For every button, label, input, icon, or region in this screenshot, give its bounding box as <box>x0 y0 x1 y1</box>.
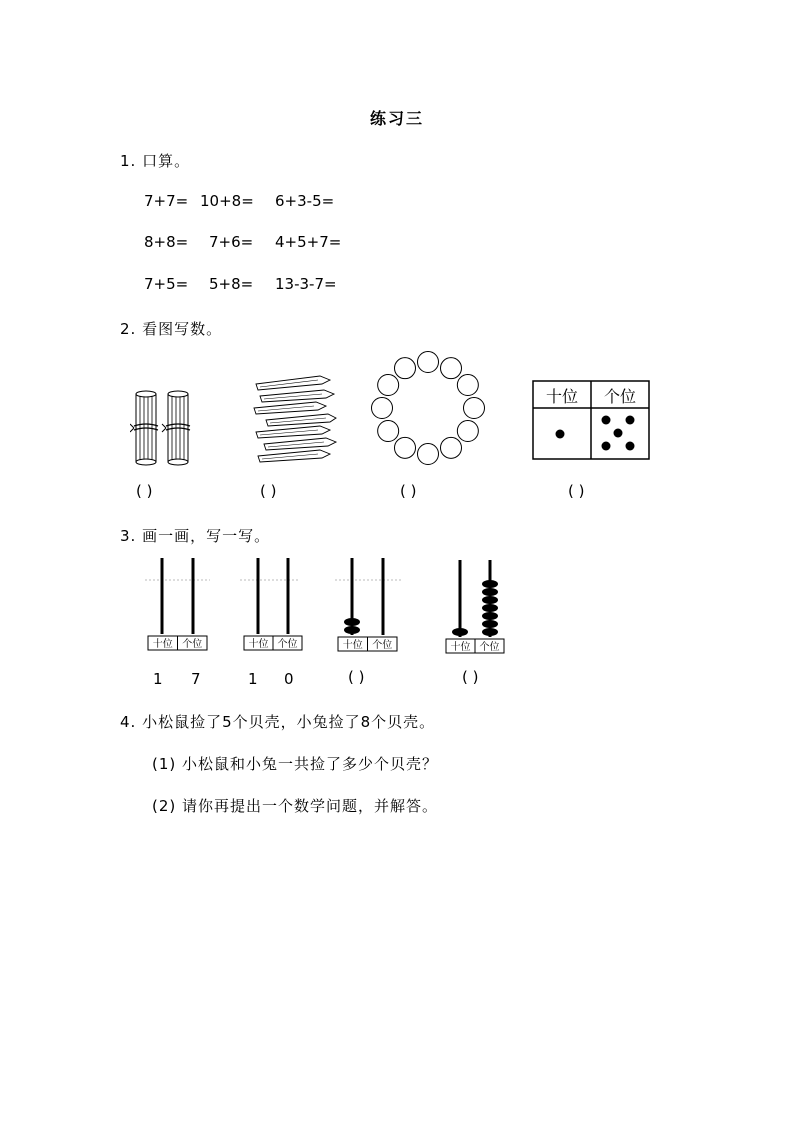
q1-eq-1-2: 10+8= <box>200 192 254 210</box>
abacus-tens-label: 十位 <box>248 639 269 650</box>
ring-circle <box>395 358 416 379</box>
q4-sub-question-1: (1) 小松鼠和小兔一共捡了多少个贝壳？ <box>152 755 439 773</box>
abacus-ones-label: 个位 <box>372 640 393 651</box>
abacus-2-tens-digit: 1 <box>248 670 258 688</box>
stick-bundle-2 <box>162 391 190 465</box>
ring-circle <box>418 352 439 373</box>
ring-circle <box>457 375 478 396</box>
ones-dot <box>614 429 623 438</box>
q1-eq-1-1: 7+7= <box>144 192 189 210</box>
pencils-image <box>250 372 340 466</box>
ones-dot <box>626 442 635 451</box>
ring-circle <box>372 398 393 419</box>
ring-circle <box>441 358 462 379</box>
abacus-2 <box>244 558 302 650</box>
q1-eq-3-2: 5+8= <box>209 275 254 293</box>
abacus-1-tens-digit: 1 <box>153 670 163 688</box>
abacus-bead <box>344 618 360 626</box>
abacus-bead <box>482 612 498 620</box>
ring-circle <box>418 444 439 465</box>
ring-circle <box>441 437 462 458</box>
tens-dots <box>556 430 565 439</box>
q1-label: 1. 口算。 <box>120 152 191 170</box>
ones-dot <box>602 416 611 425</box>
abacus-ones-label: 个位 <box>277 639 298 650</box>
q1-eq-2-3: 4+5+7= <box>275 233 342 251</box>
abacus-bead <box>482 580 498 588</box>
q2-answer-3[interactable]: ( ) <box>400 482 417 500</box>
q2-answer-1[interactable]: ( ) <box>136 482 153 500</box>
abacus-bead <box>482 628 498 636</box>
table-ones-header: 个位 <box>603 387 637 406</box>
circles-ring-image <box>370 350 486 466</box>
q1-eq-3-1: 7+5= <box>144 275 189 293</box>
q1-eq-2-1: 8+8= <box>144 233 189 251</box>
table-tens-header: 十位 <box>545 387 579 406</box>
abacus-2-ones-digit: 0 <box>284 670 294 688</box>
ones-dot <box>602 442 611 451</box>
q2-answer-2[interactable]: ( ) <box>260 482 277 500</box>
q4-label: 4. 小松鼠捡了5个贝壳，小兔捡了8个贝壳。 <box>120 713 436 731</box>
abacus-1-ones-digit: 7 <box>191 670 201 688</box>
abacus-group <box>140 556 520 658</box>
q2-label: 2. 看图写数。 <box>120 320 223 338</box>
q1-eq-1-3: 6+3-5= <box>275 192 335 210</box>
abacus-tens-label: 十位 <box>152 639 173 650</box>
q1-eq-3-3: 13-3-7= <box>275 275 337 293</box>
abacus-tens-label: 十位 <box>450 642 471 653</box>
abacus-ones-label: 个位 <box>182 639 203 650</box>
ring-circle <box>464 398 485 419</box>
abacus-bead <box>482 596 498 604</box>
q3-label: 3. 画一画，写一写。 <box>120 527 271 545</box>
abacus-1 <box>148 558 207 650</box>
ring-circle <box>395 437 416 458</box>
abacus-4 <box>446 560 504 653</box>
place-value-table <box>532 380 652 462</box>
abacus-bead <box>452 628 468 636</box>
abacus-bead <box>344 626 360 634</box>
abacus-bead <box>482 588 498 596</box>
abacus-3-answer[interactable]: ( ) <box>348 668 365 686</box>
ones-dot <box>626 416 635 425</box>
ring-circle <box>378 375 399 396</box>
stick-bundle-1 <box>130 391 158 465</box>
page-title: 练习三 <box>369 109 424 128</box>
abacus-4-answer[interactable]: ( ) <box>462 668 479 686</box>
q4-sub-question-2: (2) 请你再提出一个数学问题，并解答。 <box>152 797 439 815</box>
ring-circle <box>378 421 399 442</box>
abacus-bead <box>482 620 498 628</box>
abacus-bead <box>482 604 498 612</box>
q2-answer-4[interactable]: ( ) <box>568 482 585 500</box>
stick-bundles-image <box>130 388 200 466</box>
q1-eq-2-2: 7+6= <box>209 233 254 251</box>
tens-dot <box>556 430 565 439</box>
ring-circle <box>457 421 478 442</box>
abacus-3 <box>338 558 397 651</box>
abacus-ones-label: 个位 <box>479 642 500 653</box>
abacus-tens-label: 十位 <box>342 640 363 651</box>
